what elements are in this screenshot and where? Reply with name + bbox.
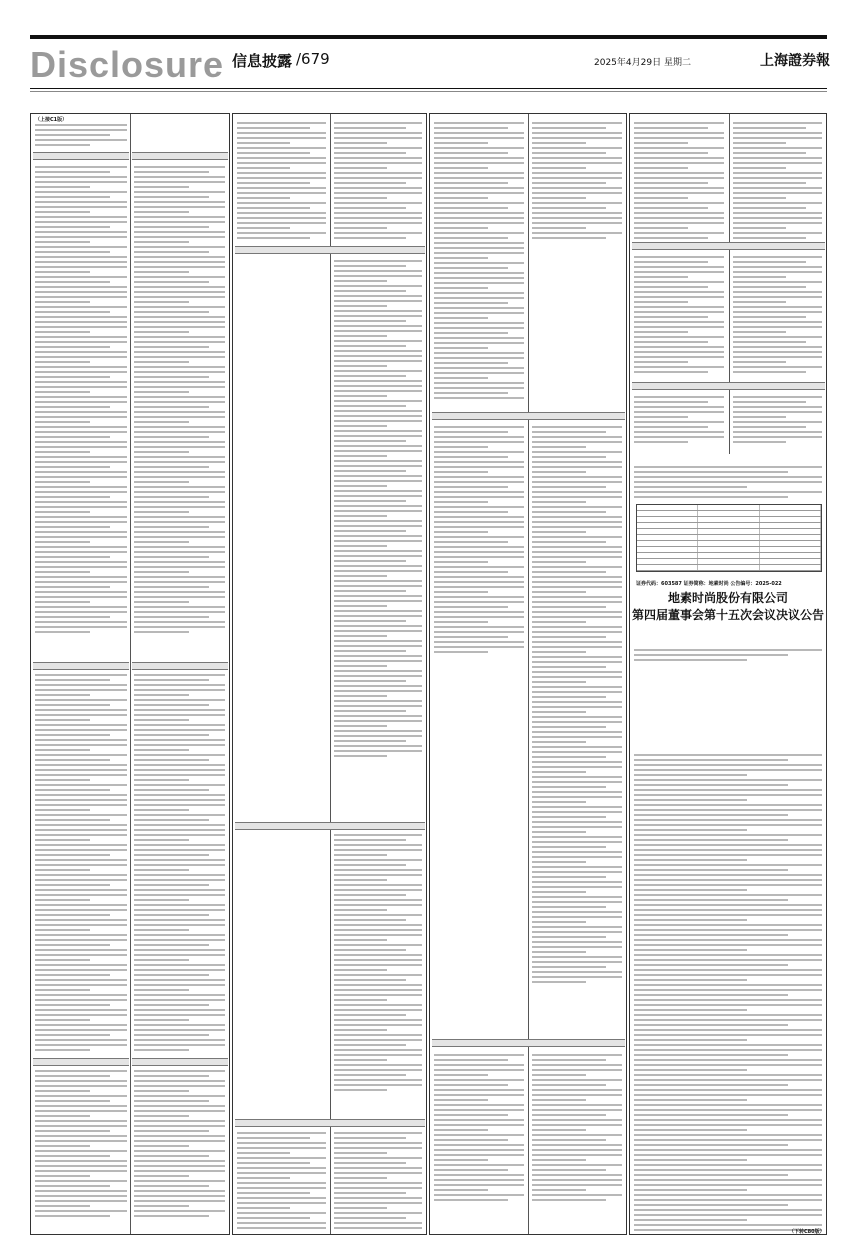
table-header [632, 242, 825, 250]
body-text-lines [134, 674, 225, 1054]
body-text-lines [634, 122, 724, 242]
body-text-lines [733, 396, 822, 446]
body-text-lines [334, 834, 422, 1094]
notice-body-lines [634, 754, 822, 1235]
table-header [33, 152, 129, 160]
body-text-lines [35, 674, 127, 1054]
body-text-lines [35, 124, 127, 149]
body-text-lines [532, 426, 622, 986]
body-text-lines [733, 256, 822, 376]
masthead-rule [30, 88, 827, 89]
masthead-rule-thin [30, 91, 827, 92]
body-text-lines [434, 1054, 524, 1204]
newspaper-logo: 上海證券報 [760, 53, 830, 69]
column-divider [330, 114, 331, 1234]
text-column-3 [429, 113, 627, 1235]
body-text-lines [532, 122, 622, 242]
table-header [33, 1058, 129, 1066]
company-name: 地素时尚股份有限公司 [667, 591, 788, 605]
notice-data-table [636, 504, 822, 572]
text-column-1 [30, 113, 230, 1235]
table-header [132, 1058, 228, 1066]
stock-code-line: 证券代码：603587 证券简称：地素时尚 公告编号：2025-022 [636, 581, 782, 587]
body-text-lines [334, 122, 422, 242]
body-text-lines [634, 466, 822, 501]
text-column-4 [629, 113, 827, 1235]
text-column-2 [232, 113, 427, 1235]
table-header [235, 246, 425, 254]
body-text-lines [532, 1054, 622, 1204]
body-text-lines [237, 122, 326, 242]
table-header [132, 662, 228, 670]
body-text-lines [35, 1070, 127, 1220]
top-rule [30, 35, 827, 39]
body-text-lines [134, 1070, 225, 1220]
masthead-section-word: Disclosure [30, 44, 225, 85]
body-text-lines [634, 256, 724, 376]
body-text-lines [634, 396, 724, 446]
continued-from-label: （上接C1版） [35, 117, 68, 123]
table-header [132, 152, 228, 160]
table-header [33, 662, 129, 670]
body-text-lines [634, 649, 822, 664]
body-text-lines [35, 166, 127, 636]
table-header [432, 1039, 625, 1047]
table-header [432, 412, 625, 420]
page-number: /679 [296, 50, 330, 68]
table-header [632, 382, 825, 390]
column-divider [729, 114, 730, 454]
column-divider [528, 114, 529, 1234]
body-text-lines [334, 260, 422, 760]
body-text-lines [237, 1132, 326, 1232]
body-text-lines [334, 1132, 422, 1232]
table-header [235, 1119, 425, 1127]
body-text-lines [434, 122, 524, 402]
section-title: 信息披露 [232, 52, 293, 70]
body-text-lines [434, 426, 524, 656]
body-text-lines [733, 122, 822, 242]
continued-to-label: （下转C80版） [789, 1229, 825, 1235]
body-text-lines [134, 166, 225, 636]
table-header [235, 822, 425, 830]
issue-date: 2025年4月29日 星期二 [594, 58, 691, 68]
notice-title: 第四届董事会第十五次会议决议公告 [631, 608, 824, 622]
column-divider [130, 114, 131, 1234]
